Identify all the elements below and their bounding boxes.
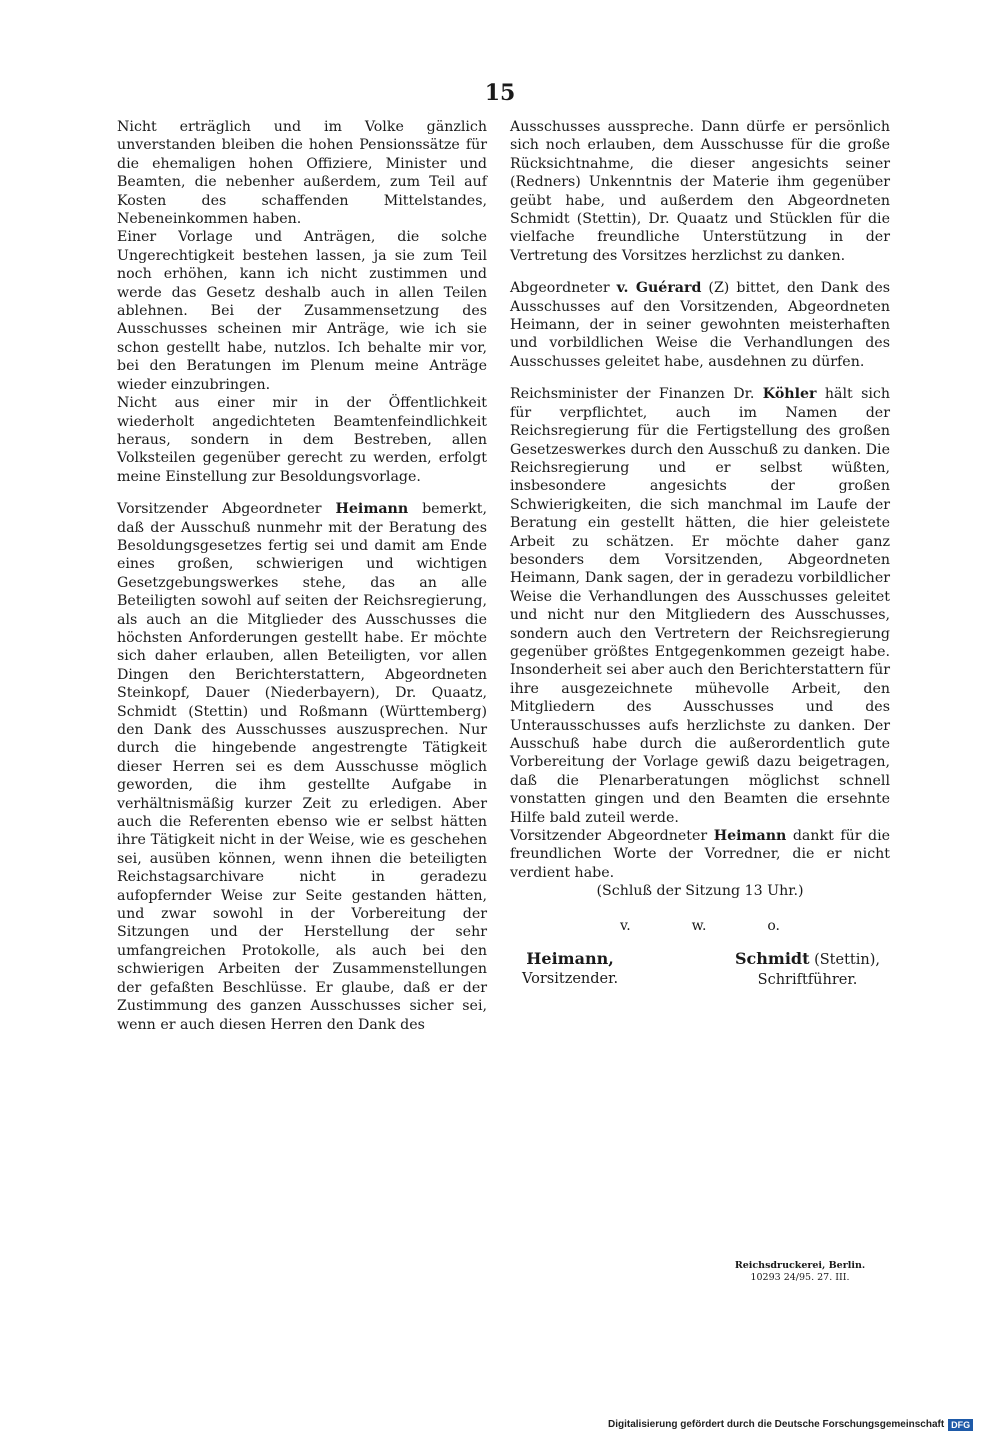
speaker-name: v. Guérard — [616, 280, 702, 297]
left-paragraph-3: Nicht aus einer mir in der Öffentlichkeit wiederholt angedichteten Beamtenfeindlichkeit heraus, sondern in dem Bestreben, allen Volksteilen gegenüber gerecht zu werden, erfolgt meine Einstellung zur Besoldungsvorlage. — [117, 395, 487, 485]
speaker-title: Reichsminister der Finanzen Dr. — [510, 386, 763, 403]
signature-secretary-suffix: (Stettin), — [809, 952, 880, 969]
signature-chair-name: Heimann, — [526, 949, 614, 969]
speaker-title: Vorsitzender Abgeordneter — [510, 828, 714, 845]
read-approved-signed — [620, 917, 780, 935]
vwo-o: o. — [767, 917, 780, 934]
footer-text: Digitalisierung gefördert durch die Deutsche Forschungsgemeinschaft — [608, 1419, 945, 1430]
right-paragraph-3 — [510, 385, 890, 827]
signatures — [510, 949, 890, 990]
speech-text: hält sich für verpflichtet, auch im Namen der Reichsregierung für die Fertigstellung des großen Gesetzeswerkes durch den Ausschuß zu danken. Die Reichsregierung und er selbst wüßten, insbesondere angesichts der großen Schwierigkeiten, die sich manchmal im Laufe der Beratung ein gestellt hätten, die hier geleistete Arbeit zu schätzen. Er möchte daher ganz besonders dem Vorsitzenden, Abgeordneten Heimann, Dank sagen, der in geradezu vorbildlicher Weise die Verhandlungen des Ausschusses geleitet und nicht nur den Mitgliedern des Ausschusses, sondern auch den Vertretern der Reichsregierung gegenüber größtes Entgegenkommen gezeigt habe. Insonderheit sei aber auch den Berichterstattern für ihre ausgezeichnete mühevolle Arbeit, den Mitgliedern des Ausschusses und des Unterausschusses aufs herzlichste zu danken. Der Ausschuß habe durch die außerordentlich gute Vorbereitung der Vorlage gewiß dazu beigetragen, daß die Plenarberatungen möglichst schnell vonstatten gingen und den Beamten die ersehnte Hilfe bald zuteil werde. — [510, 386, 890, 826]
left-paragraph-1: Nicht erträglich und im Volke gänzlich unverstanden bleiben die hohen Pensionssätze für die ehemaligen hohen Offiziere, Minister und Beamten, die nebenher außerdem, zum Teil auf Kosten des schaffenden Mittelstandes, Nebeneinkommen haben. — [117, 119, 487, 228]
digitization-footer — [608, 1417, 973, 1432]
vwo-w: w. — [691, 917, 707, 934]
signature-secretary-name: Schmidt — [734, 949, 810, 969]
signature-secretary-role: Schriftführer. — [757, 972, 858, 989]
speaker-title: Abgeordneter — [510, 280, 617, 297]
printer-imprint — [730, 1260, 870, 1284]
signature-chair-role: Vorsitzender. — [522, 971, 619, 988]
print-code: 10293 24/95. 27. III. — [750, 1272, 850, 1283]
speaker-title: Vorsitzender Abgeordneter — [117, 501, 336, 518]
vwo-v: v. — [620, 917, 631, 934]
right-column — [510, 118, 890, 990]
speaker-name: Köhler — [762, 386, 817, 403]
speech-text: dankt für die freundlichen Worte der Vorredner, die er nicht verdient habe. — [510, 828, 890, 881]
left-paragraph-4 — [117, 500, 487, 1034]
right-paragraph-4 — [510, 827, 890, 882]
right-paragraph-1: Ausschusses ausspreche. Dann dürfe er persönlich sich noch erlauben, dem Ausschusse für die große Rücksichtnahme, die dieser angesichts seiner (Redners) Unkenntnis der Materie ihm gegenüber geübt habe, und außerdem den Abgeordneten Schmidt (Stettin), Dr. Quaatz und Stücklen für die vielfache freundliche Unterstützung in der Vertretung des Vorsitzes herzlichst zu danken. — [510, 119, 890, 264]
session-closing: (Schluß der Sitzung 13 Uhr.) — [596, 883, 804, 900]
right-paragraph-2 — [510, 279, 890, 371]
page-number: 15 — [484, 80, 516, 106]
left-paragraph-2: Einer Vorlage und Anträgen, die solche Ungerechtigkeit bestehen lassen, ja sie zum Teil noch erhöhen, kann ich nicht zustimmen und werde das Gesetz deshalb auch in allen Teilen ablehnen. Bei der Zusammensetzung des Ausschusses scheinen mir Anträge, wie ich sie schon gestellt habe, nutzlos. Ich behalte mir vor, bei den Beratungen im Plenum meine Anträge wieder einzubringen. — [117, 229, 487, 393]
signature-chair — [522, 949, 618, 990]
speech-text: (Z) bittet, den Dank des Ausschusses auf den Vorsitzenden, Abgeordneten Heimann, der in seiner gewohnten meisterhaften und vorbildlichen Weise die Verhandlungen des Ausschusses geleitet habe, ausdehnen zu dürfen. — [510, 280, 890, 370]
speech-text: bemerkt, daß der Ausschuß nunmehr mit der Beratung des Besoldungsgesetzes fertig sei und damit am Ende eines großen, schwierigen und wichtigen Gesetzgebungswerkes stehe, das an alle Beteiligten sowohl auf seiten der Reichsregierung, als auch an die Mitglieder des Ausschusses die höchsten Anforderungen gestellt habe. Er möchte sich daher erlauben, allen Beteiligten, vor allen Dingen den Berichterstattern, Abgeordneten Steinkopf, Dauer (Niederbayern), Dr. Quaatz, Schmidt (Stettin) und Roßmann (Württemberg) den Dank des Ausschusses auszusprechen. Nur durch die hingebende angestrengte Tätigkeit dieser Herren sei es dem Ausschusse möglich geworden, die ihm gestellte Aufgabe in verhältnismäßig kurzer Zeit zu erledigen. Aber auch die Referenten ebenso wie er selbst hätten ihre Tätigkeit nicht in der Weise, wie es geschehen sei, ausüben können, wenn ihnen die beteiligten Reichstagsarchivare nicht in geradezu aufopfernder Weise zur Seite gestanden hätten, und zwar sowohl in der Vorbereitung der Sitzungen und der Herstellung der sehr umfangreichen Protokolle, als auch bei den schwierigen Arbeiten der Zusammenstellungen der gefaßten Beschlüsse. Er glaube, daß er der Zustimmung des ganzen Ausschusses sicher sei, wenn er auch diesen Herren den Dank des — [117, 501, 487, 1033]
printer-name: Reichsdruckerei, Berlin. — [734, 1260, 866, 1271]
signature-secretary — [735, 949, 880, 990]
speaker-name: Heimann — [335, 501, 409, 518]
speaker-name: Heimann — [713, 828, 787, 845]
dfg-logo: DFG — [948, 1419, 973, 1431]
left-column — [117, 118, 487, 1034]
